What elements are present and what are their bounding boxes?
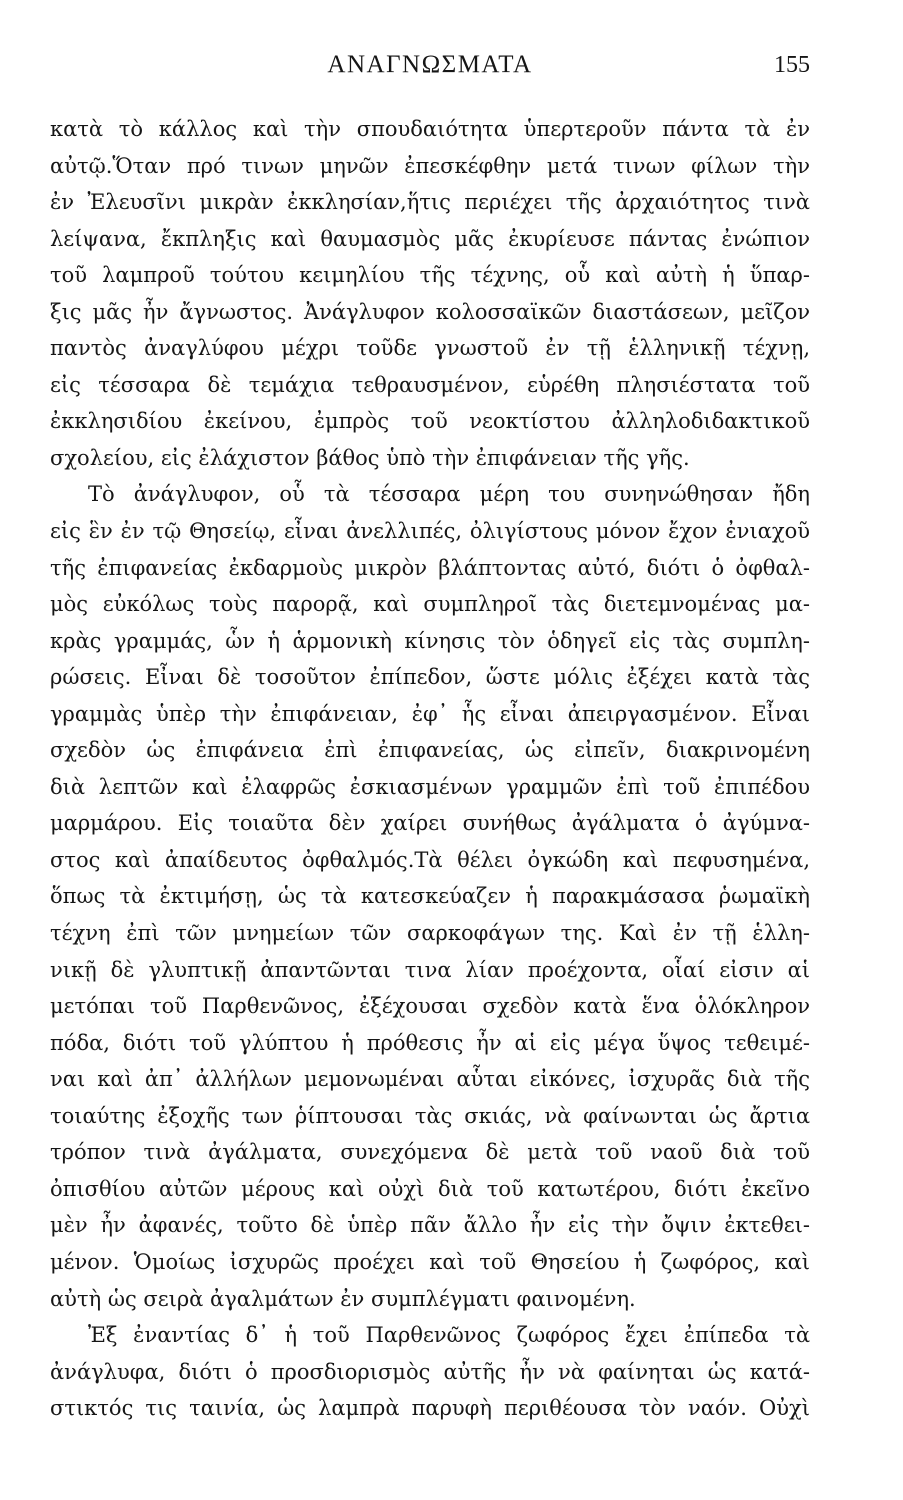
text-line: τῆς ἐπιφανείας ἐκδαρμοὺς μικρὸν βλάπτοντας αὐτό, διότι ὁ ὀφθαλ- — [50, 555, 810, 580]
text-line: Τὸ ἀνάγλυφον, οὗ τὰ τέσσαρα μέρη του συνηνώθησαν ἤδη — [88, 482, 810, 507]
text-line: μαρμάρου. Εἰς τοιαῦτα δὲν χαίρει συνήθως ἀγάλματα ὁ ἀγύμνα- — [50, 811, 810, 836]
text-line: τρόπον τινὰ ἀγάλματα, συνεχόμενα δὲ μετὰ τοῦ ναοῦ διὰ τοῦ — [50, 1140, 810, 1165]
text-line: μετόπαι τοῦ Παρθενῶνος, ἐξέχουσαι σχεδὸν κατὰ ἕνα ὁλόκληρον — [50, 994, 810, 1019]
text-line: πόδα, διότι τοῦ γλύπτου ἡ πρόθεσις ἦν αἱ εἰς μέγα ὕψος τεθειμέ- — [50, 1030, 810, 1055]
text-line: τοιαύτης ἐξοχῆς των ῥίπτουσαι τὰς σκιάς, νὰ φαίνωνται ὡς ἄρτια — [50, 1103, 810, 1128]
text-line: τοῦ λαμπροῦ τούτου κειμηλίου τῆς τέχνης, οὗ καὶ αὐτὴ ἡ ὕπαρ- — [50, 263, 810, 288]
text-line: παντὸς ἀναγλύφου μέχρι τοῦδε γνωστοῦ ἐν τῇ ἑλληνικῇ τέχνῃ, — [50, 336, 810, 361]
body-text — [50, 111, 810, 1427]
text-line: διὰ λεπτῶν καὶ ἐλαφρῶς ἐσκιασμένων γραμμῶν ἐπὶ τοῦ ἐπιπέδου — [50, 774, 810, 799]
text-line: ρώσεις. Εἶναι δὲ τοσοῦτον ἐπίπεδον, ὥστε μόλις ἐξέχει κατὰ τὰς — [50, 665, 810, 690]
text-line: στικτός τις ταινία, ὡς λαμπρὰ παρυφὴ περιθέουσα τὸν ναόν. Οὐχὶ — [50, 1396, 810, 1421]
text-line: εἰς ἓν ἐν τῷ Θησείῳ, εἶναι ἀνελλιπές, ὀλιγίστους μόνον ἔχον ἐνιαχοῦ — [50, 519, 810, 544]
text-line: ἐκκλησιδίου ἐκείνου, ἐμπρὸς τοῦ νεοκτίστου ἀλληλοδιδακτικοῦ — [50, 409, 810, 434]
page-number: 155 — [774, 52, 810, 78]
text-line: εἰς τέσσαρα δὲ τεμάχια τεθραυσμένον, εὑρέθη πλησιέστατα τοῦ — [50, 372, 810, 397]
running-title: ΑΝΑΓΝΩΣΜΑΤΑ — [327, 51, 533, 78]
text-line: σχολείου, εἰς ἐλάχιστον βάθος ὑπὸ τὴν ἐπιφάνειαν τῆς γῆς. — [50, 445, 690, 470]
text-line: ὀπισθίου αὐτῶν μέρους καὶ οὐχὶ διὰ τοῦ κατωτέρου, διότι ἐκεῖνο — [50, 1176, 810, 1201]
text-line: ναι καὶ ἀπ᾽ ἀλλήλων μεμονωμέναι αὗται εἰκόνες, ἰσχυρᾶς διὰ τῆς — [50, 1067, 810, 1092]
text-line: κρὰς γραμμάς, ὧν ἡ ἁρμονικὴ κίνησις τὸν ὁδηγεῖ εἰς τὰς συμπλη- — [50, 628, 810, 653]
text-line: αὐτὴ ὡς σειρὰ ἀγαλμάτων ἐν συμπλέγματι φαινομένη. — [50, 1286, 636, 1311]
text-line: ξις μᾶς ἦν ἄγνωστος. Ἀνάγλυφον κολοσσαϊκῶν διαστάσεων, μεῖζον — [50, 299, 810, 324]
text-line: ἐν Ἐλευσῖνι μικρὰν ἐκκλησίαν,ἥτις περιέχει τῆς ἀρχαιότητος τινὰ — [50, 190, 810, 215]
text-line: σχεδὸν ὡς ἐπιφάνεια ἐπὶ ἐπιφανείας, ὡς εἰπεῖν, διακρινομένη — [50, 738, 810, 763]
text-line: Ἐξ ἐναντίας δ᾽ ἡ τοῦ Παρθενῶνος ζωφόρος ἔχει ἐπίπεδα τὰ — [88, 1323, 810, 1348]
text-line: ὅπως τὰ ἐκτιμήσῃ, ὡς τὰ κατεσκεύαζεν ἡ παρακμάσασα ῥωμαϊκὴ — [50, 884, 810, 909]
running-head — [50, 48, 810, 82]
text-line: ἀνάγλυφα, διότι ὁ προσδιορισμὸς αὐτῆς ἦν νὰ φαίνηται ὡς κατά- — [50, 1359, 810, 1384]
text-line: μένον. Ὁμοίως ἰσχυρῶς προέχει καὶ τοῦ Θησείου ἡ ζωφόρος, καὶ — [50, 1249, 810, 1274]
text-line: μὸς εὐκόλως τοὺς παρορᾷ, καὶ συμπληροῖ τὰς διετεμνομένας μα- — [50, 592, 810, 617]
text-line: γραμμὰς ὑπὲρ τὴν ἐπιφάνειαν, ἐφ᾽ ἧς εἶναι ἀπειργασμένον. Εἶναι — [50, 701, 810, 726]
text-line: λείψανα, ἔκπληξις καὶ θαυμασμὸς μᾶς ἐκυρίευσε πάντας ἐνώπιον — [50, 226, 810, 251]
text-line: αὐτῷ.Ὅταν πρό τινων μηνῶν ἐπεσκέφθην μετά τινων φίλων τὴν — [50, 153, 810, 178]
text-line: στος καὶ ἀπαίδευτος ὀφθαλμός.Τὰ θέλει ὀγκώδη καὶ πεφυσημένα, — [50, 847, 810, 872]
text-line: μὲν ἦν ἀφανές, τοῦτο δὲ ὑπὲρ πᾶν ἄλλο ἦν εἰς τὴν ὄψιν ἐκτεθει- — [50, 1213, 810, 1238]
text-line: κατὰ τὸ κάλλος καὶ τὴν σπουδαιότητα ὑπερτεροῦν πάντα τὰ ἐν — [50, 117, 810, 141]
text-line: τέχνη ἐπὶ τῶν μνημείων τῶν σαρκοφάγων της. Καὶ ἐν τῇ ἑλλη- — [50, 921, 810, 946]
text-line: νικῇ δὲ γλυπτικῇ ἀπαντῶνται τινα λίαν προέχοντα, οἷαί εἰσιν αἱ — [50, 957, 810, 982]
